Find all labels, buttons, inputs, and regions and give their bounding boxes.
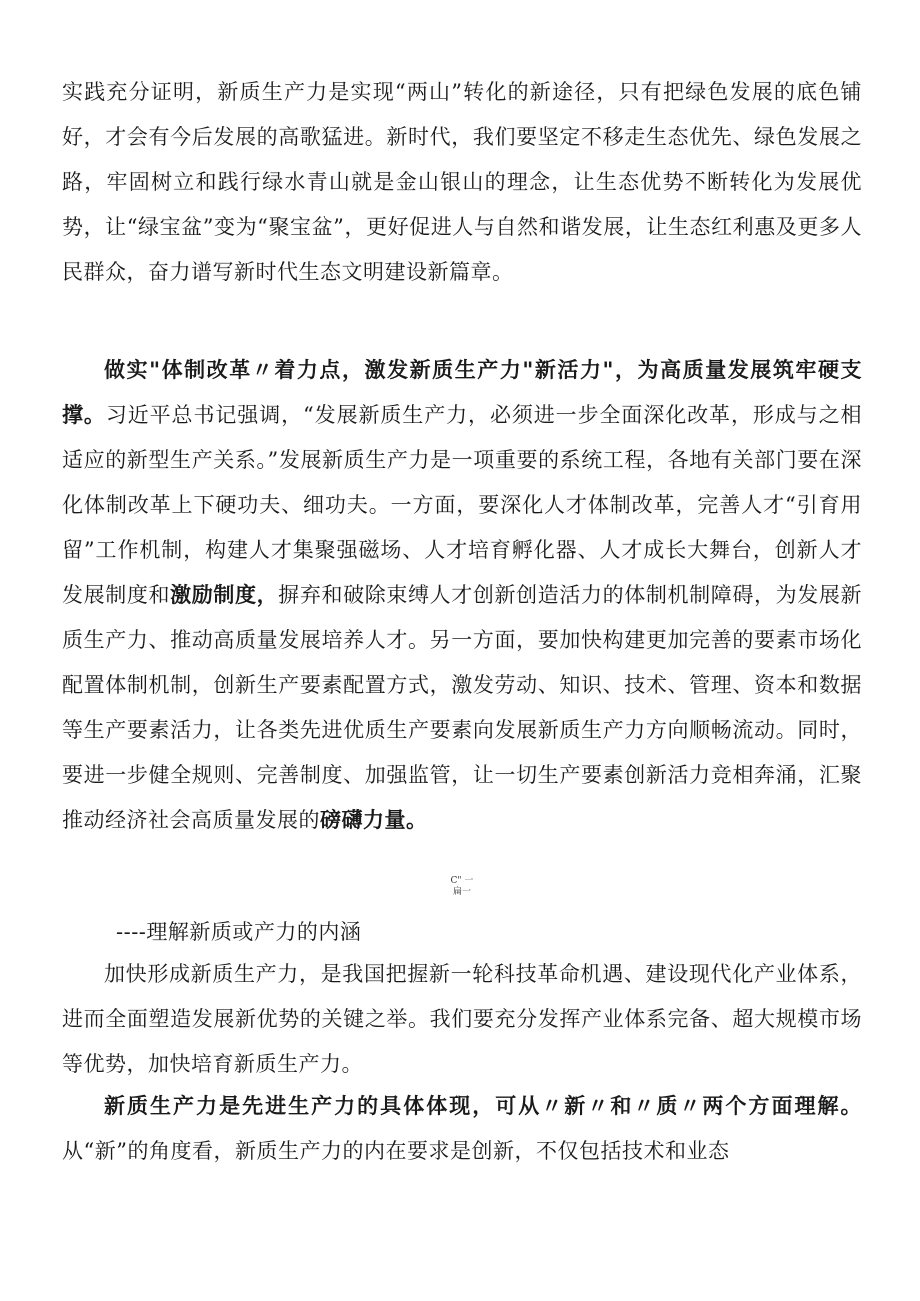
separator-mark-top: C" 一 bbox=[450, 876, 474, 886]
emphasis-text: 磅礴力量。 bbox=[320, 808, 428, 832]
paragraph-lead-heading: 做实"体制改革〃着力点，激发新质生产力"新活力"，为高质量发展筑牢硬支撑。 bbox=[62, 358, 862, 427]
paragraph-text: 从“新”的角度看，新质生产力的内在要求是创新，不仅包括技术和业态 bbox=[62, 1139, 730, 1163]
separator-mark-bottom: 扁一 bbox=[452, 887, 471, 897]
page-separator-mark bbox=[440, 876, 484, 898]
paragraph-new-and-quality bbox=[62, 1084, 862, 1174]
paragraph-text: 加快形成新质生产力，是我国把握新一轮科技革命机遇、建设现代化产业体系，进而全面塑造发展新优势的关键之举。我们要充分发挥产业体系完备、超大规模市场等优势，加快培育新质生产力。 bbox=[62, 962, 862, 1076]
paragraph-green-development bbox=[62, 70, 862, 295]
paragraph-new-productivity bbox=[62, 952, 862, 1087]
paragraph-lead-heading: 新质生产力是先进生产力的具体体现，可从〃新〃和〃质〃两个方面理解。 bbox=[104, 1094, 862, 1118]
paragraph-text: 摒弃和破除束缚人才创新创造活力的体制机制障碍，为发展新质生产力、推动高质量发展培养人才。另一方面，要加快构建更加完善的要素市场化配置体制机制，创新生产要素配置方式，激发劳动、知识、技术、管理、资本和数据等生产要素活力，让各类先进优质生产要素向发展新质生产力方向顺畅流动。同时，要进一步健全规则、完善制度、加强监管，让一切生产要素创新活力竞相奔涌，汇聚推动经济社会高质量发展的 bbox=[62, 583, 862, 832]
paragraph-text: 实践充分证明，新质生产力是实现“两山”转化的新途径，只有把绿色发展的底色铺好，才会有今后发展的高歌猛进。新时代，我们要坚定不移走生态优先、绿色发展之路，牢固树立和践行绿水青山就是金山银山的理念，让生态优势不断转化为发展优势，让“绿宝盆”变为“聚宝盆”，更好促进人与自然和谐发展，让生态红利惠及更多人民群众，奋力谱写新时代生态文明建设新篇章。 bbox=[62, 80, 862, 284]
paragraph-institutional-reform bbox=[62, 348, 862, 843]
paragraph-text: 习近平总书记强调，“发展新质生产力，必须进一步全面深化改革，形成与之相适应的新型生产关系。”发展新质生产力是一项重要的系统工程，各地有关部门要在深化体制改革上下硬功夫、细功夫。一方面，要深化人才体制改革，完善人才“引育用留”工作机制，构建人才集聚强磁场、人才培育孵化器、人才成长大舞台，创新人才发展制度和 bbox=[62, 403, 863, 607]
section-subheading: ----理解新质或产力的内涵 bbox=[116, 920, 362, 944]
emphasis-text: 激励制度， bbox=[170, 583, 279, 607]
